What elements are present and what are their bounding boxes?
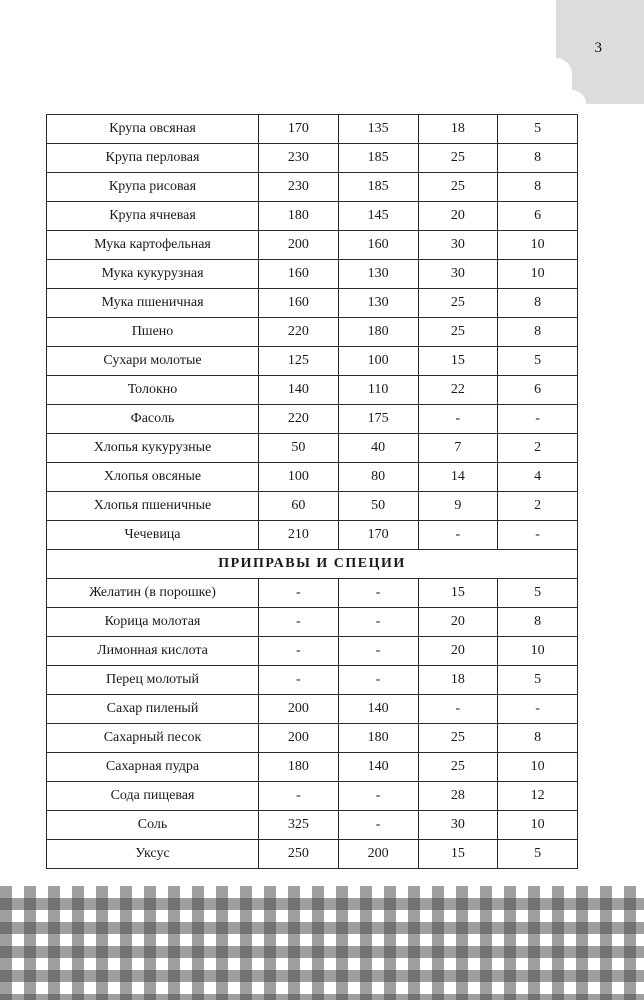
value-cell: 130 xyxy=(338,260,418,289)
value-cell: - xyxy=(338,637,418,666)
value-cell: - xyxy=(338,811,418,840)
value-cell: 5 xyxy=(498,840,578,869)
value-cell: 180 xyxy=(259,202,339,231)
value-cell: - xyxy=(418,695,498,724)
value-cell: 20 xyxy=(418,608,498,637)
value-cell: 18 xyxy=(418,666,498,695)
value-cell: - xyxy=(259,782,339,811)
value-cell: 50 xyxy=(338,492,418,521)
value-cell: 200 xyxy=(338,840,418,869)
value-cell: 200 xyxy=(259,724,339,753)
value-cell: 2 xyxy=(498,492,578,521)
product-name-cell: Толокно xyxy=(47,376,259,405)
product-name-cell: Чечевица xyxy=(47,521,259,550)
value-cell: 180 xyxy=(338,724,418,753)
product-name-cell: Соль xyxy=(47,811,259,840)
value-cell: - xyxy=(338,608,418,637)
value-cell: 10 xyxy=(498,811,578,840)
value-cell: 100 xyxy=(259,463,339,492)
value-cell: 10 xyxy=(498,231,578,260)
table-row xyxy=(47,231,578,260)
product-name-cell: Мука кукурузная xyxy=(47,260,259,289)
value-cell: 140 xyxy=(338,695,418,724)
value-cell: 160 xyxy=(259,260,339,289)
table-body xyxy=(47,115,578,869)
value-cell: 325 xyxy=(259,811,339,840)
value-cell: 110 xyxy=(338,376,418,405)
value-cell: 28 xyxy=(418,782,498,811)
value-cell: 15 xyxy=(418,347,498,376)
table-row xyxy=(47,695,578,724)
value-cell: 40 xyxy=(338,434,418,463)
value-cell: 15 xyxy=(418,840,498,869)
table-row xyxy=(47,521,578,550)
value-cell: 220 xyxy=(259,318,339,347)
product-name-cell: Крупа овсяная xyxy=(47,115,259,144)
value-cell: 18 xyxy=(418,115,498,144)
product-name-cell: Сухари молотые xyxy=(47,347,259,376)
value-cell: 160 xyxy=(259,289,339,318)
value-cell: 2 xyxy=(498,434,578,463)
value-cell: 5 xyxy=(498,579,578,608)
table-row xyxy=(47,608,578,637)
product-name-cell: Мука картофельная xyxy=(47,231,259,260)
section-header-row xyxy=(47,550,578,579)
value-cell: 25 xyxy=(418,173,498,202)
value-cell: 50 xyxy=(259,434,339,463)
table-row xyxy=(47,666,578,695)
value-cell: 8 xyxy=(498,144,578,173)
product-name-cell: Крупа рисовая xyxy=(47,173,259,202)
table-row xyxy=(47,579,578,608)
table-row xyxy=(47,202,578,231)
product-name-cell: Желатин (в порошке) xyxy=(47,579,259,608)
value-cell: 25 xyxy=(418,724,498,753)
value-cell: 185 xyxy=(338,173,418,202)
value-cell: 180 xyxy=(259,753,339,782)
product-name-cell: Корица молотая xyxy=(47,608,259,637)
section-title: ПРИПРАВЫ И СПЕЦИИ xyxy=(47,550,578,579)
value-cell: 220 xyxy=(259,405,339,434)
value-cell: 6 xyxy=(498,376,578,405)
product-name-cell: Хлопья пшеничные xyxy=(47,492,259,521)
value-cell: 25 xyxy=(418,753,498,782)
product-name-cell: Фасоль xyxy=(47,405,259,434)
value-cell: - xyxy=(338,579,418,608)
table-row xyxy=(47,782,578,811)
value-cell: 4 xyxy=(498,463,578,492)
value-cell: 200 xyxy=(259,231,339,260)
table-row xyxy=(47,289,578,318)
value-cell: 125 xyxy=(259,347,339,376)
table-row xyxy=(47,173,578,202)
table-row xyxy=(47,637,578,666)
value-cell: 30 xyxy=(418,260,498,289)
value-cell: - xyxy=(338,782,418,811)
value-cell: 200 xyxy=(259,695,339,724)
value-cell: 5 xyxy=(498,666,578,695)
value-cell: 12 xyxy=(498,782,578,811)
value-cell: 60 xyxy=(259,492,339,521)
value-cell: 25 xyxy=(418,318,498,347)
table-row xyxy=(47,753,578,782)
value-cell: 8 xyxy=(498,318,578,347)
table-row xyxy=(47,811,578,840)
value-cell: 130 xyxy=(338,289,418,318)
table-row xyxy=(47,434,578,463)
value-cell: 25 xyxy=(418,144,498,173)
table-row xyxy=(47,492,578,521)
product-name-cell: Пшено xyxy=(47,318,259,347)
value-cell: 10 xyxy=(498,753,578,782)
value-cell: 30 xyxy=(418,231,498,260)
table-row xyxy=(47,376,578,405)
gingham-pattern-footer xyxy=(0,886,644,1000)
product-name-cell: Сахарная пудра xyxy=(47,753,259,782)
product-name-cell: Мука пшеничная xyxy=(47,289,259,318)
value-cell: 80 xyxy=(338,463,418,492)
value-cell: 170 xyxy=(259,115,339,144)
table-row xyxy=(47,724,578,753)
value-cell: 25 xyxy=(418,289,498,318)
value-cell: - xyxy=(498,695,578,724)
table-row xyxy=(47,115,578,144)
value-cell: 8 xyxy=(498,289,578,318)
product-name-cell: Лимонная кислота xyxy=(47,637,259,666)
table-row xyxy=(47,405,578,434)
value-cell: 100 xyxy=(338,347,418,376)
value-cell: 230 xyxy=(259,144,339,173)
value-cell: - xyxy=(498,405,578,434)
table-row xyxy=(47,144,578,173)
value-cell: 140 xyxy=(259,376,339,405)
value-cell: 140 xyxy=(338,753,418,782)
value-cell: 14 xyxy=(418,463,498,492)
value-cell: 9 xyxy=(418,492,498,521)
value-cell: - xyxy=(259,579,339,608)
value-cell: 15 xyxy=(418,579,498,608)
value-cell: - xyxy=(259,666,339,695)
product-name-cell: Крупа перловая xyxy=(47,144,259,173)
product-name-cell: Сахар пиленый xyxy=(47,695,259,724)
value-cell: 185 xyxy=(338,144,418,173)
value-cell: 160 xyxy=(338,231,418,260)
product-name-cell: Хлопья кукурузные xyxy=(47,434,259,463)
value-cell: 5 xyxy=(498,347,578,376)
table-row xyxy=(47,463,578,492)
value-cell: 30 xyxy=(418,811,498,840)
product-name-cell: Хлопья овсяные xyxy=(47,463,259,492)
page-number: 3 xyxy=(594,40,602,56)
value-cell: 210 xyxy=(259,521,339,550)
value-cell: 175 xyxy=(338,405,418,434)
value-cell: 135 xyxy=(338,115,418,144)
table-row xyxy=(47,260,578,289)
value-cell: - xyxy=(259,608,339,637)
value-cell: 8 xyxy=(498,173,578,202)
table-row xyxy=(47,318,578,347)
value-cell: 7 xyxy=(418,434,498,463)
value-cell: 6 xyxy=(498,202,578,231)
value-cell: 250 xyxy=(259,840,339,869)
product-name-cell: Крупа ячневая xyxy=(47,202,259,231)
value-cell: - xyxy=(418,521,498,550)
product-name-cell: Уксус xyxy=(47,840,259,869)
value-cell: 10 xyxy=(498,260,578,289)
value-cell: 10 xyxy=(498,637,578,666)
value-cell: 8 xyxy=(498,608,578,637)
value-cell: 20 xyxy=(418,202,498,231)
value-cell: - xyxy=(418,405,498,434)
table-row xyxy=(47,347,578,376)
product-name-cell: Сода пищевая xyxy=(47,782,259,811)
value-cell: - xyxy=(259,637,339,666)
product-weight-table xyxy=(46,114,577,869)
value-cell: 8 xyxy=(498,724,578,753)
value-cell: 145 xyxy=(338,202,418,231)
value-cell: 180 xyxy=(338,318,418,347)
table-row xyxy=(47,840,578,869)
value-cell: 230 xyxy=(259,173,339,202)
value-cell: 170 xyxy=(338,521,418,550)
product-name-cell: Сахарный песок xyxy=(47,724,259,753)
value-cell: 22 xyxy=(418,376,498,405)
value-cell: 5 xyxy=(498,115,578,144)
value-cell: 20 xyxy=(418,637,498,666)
value-cell: - xyxy=(498,521,578,550)
value-cell: - xyxy=(338,666,418,695)
product-name-cell: Перец молотый xyxy=(47,666,259,695)
